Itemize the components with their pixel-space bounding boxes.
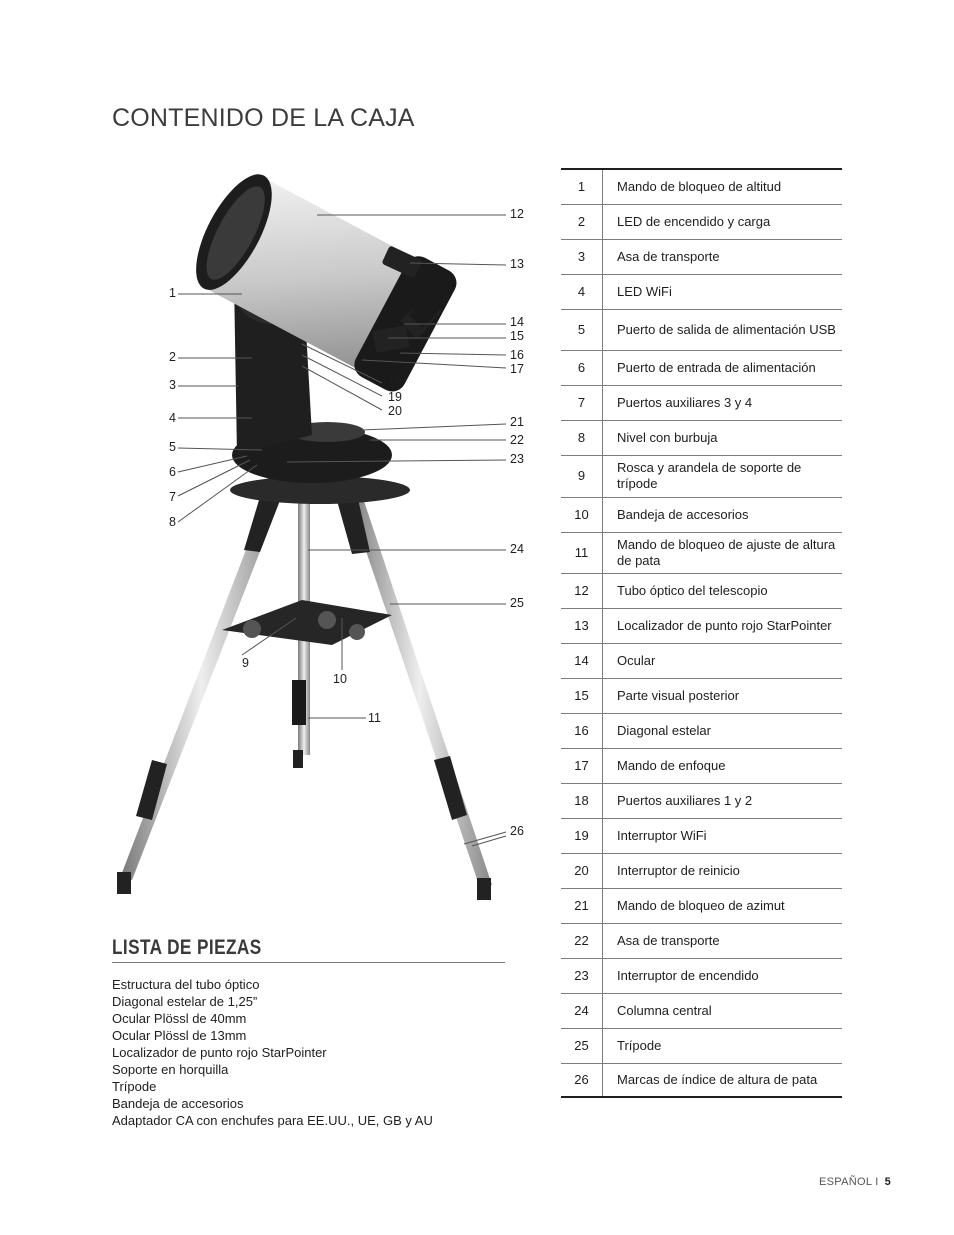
- table-row: [561, 350, 842, 385]
- part-number: 26: [561, 1063, 603, 1097]
- parts-list-item: Ocular Plössl de 13mm: [112, 1028, 247, 1043]
- table-row: [561, 958, 842, 993]
- callout-5: 5: [169, 440, 176, 454]
- part-number: 4: [561, 274, 603, 309]
- callout-20: 20: [388, 404, 402, 418]
- table-row: [561, 420, 842, 455]
- callout-16: 16: [510, 348, 524, 362]
- table-row: [561, 455, 842, 497]
- part-number: 6: [561, 350, 603, 385]
- table-row: [561, 573, 842, 608]
- part-number: 7: [561, 385, 603, 420]
- table-row: [561, 1063, 842, 1097]
- part-name: Mando de bloqueo de azimut: [603, 888, 843, 923]
- part-number: 14: [561, 643, 603, 678]
- table-row: [561, 532, 842, 573]
- callout-13: 13: [510, 257, 524, 271]
- table-row: [561, 748, 842, 783]
- table-row: [561, 993, 842, 1028]
- part-name: LED WiFi: [603, 274, 843, 309]
- parts-list: [112, 976, 433, 1129]
- parts-table: [561, 168, 842, 1098]
- table-row: [561, 1028, 842, 1063]
- part-name: Mando de bloqueo de ajuste de altura de pata: [603, 532, 843, 573]
- part-name: Localizador de punto rojo StarPointer: [603, 608, 843, 643]
- part-number: 16: [561, 713, 603, 748]
- table-row: [561, 309, 842, 350]
- callout-8: 8: [169, 515, 176, 529]
- part-name: Rosca y arandela de soporte de trípode: [603, 455, 843, 497]
- part-number: 3: [561, 239, 603, 274]
- part-number: 8: [561, 420, 603, 455]
- part-name: Ocular: [603, 643, 843, 678]
- part-name: Puertos auxiliares 3 y 4: [603, 385, 843, 420]
- part-name: Parte visual posterior: [603, 678, 843, 713]
- part-number: 10: [561, 497, 603, 532]
- part-number: 24: [561, 993, 603, 1028]
- page-footer: [819, 1176, 891, 1188]
- part-number: 5: [561, 309, 603, 350]
- part-name: Diagonal estelar: [603, 713, 843, 748]
- table-row: [561, 204, 842, 239]
- part-name: Puertos auxiliares 1 y 2: [603, 783, 843, 818]
- callout-21: 21: [510, 415, 524, 429]
- callout-9: 9: [242, 656, 249, 670]
- parts-list-item: Ocular Plössl de 40mm: [112, 1011, 247, 1026]
- callout-14: 14: [510, 315, 524, 329]
- footer-language: ESPAÑOL I: [819, 1176, 879, 1188]
- parts-list-item: Diagonal estelar de 1,25”: [112, 994, 258, 1009]
- callout-18: 18: [388, 376, 402, 390]
- callout-1: 1: [169, 286, 176, 300]
- part-number: 9: [561, 455, 603, 497]
- part-name: Tubo óptico del telescopio: [603, 573, 843, 608]
- table-row: [561, 713, 842, 748]
- part-name: Interruptor WiFi: [603, 818, 843, 853]
- callout-11: 11: [368, 711, 381, 725]
- callout-3: 3: [169, 378, 176, 392]
- callout-25: 25: [510, 596, 524, 610]
- table-row: [561, 239, 842, 274]
- parts-list-item: Bandeja de accesorios: [112, 1096, 244, 1111]
- parts-list-item: Soporte en horquilla: [112, 1062, 229, 1077]
- callout-26: 26: [510, 824, 524, 838]
- part-number: 20: [561, 853, 603, 888]
- parts-list-item: Adaptador CA con enchufes para EE.UU., UE, GB y AU: [112, 1113, 433, 1128]
- tripod-leg-right: [347, 495, 492, 888]
- part-number: 13: [561, 608, 603, 643]
- callout-10: 10: [333, 672, 347, 686]
- callout-7: 7: [169, 490, 176, 504]
- part-number: 21: [561, 888, 603, 923]
- callout-6: 6: [169, 465, 176, 479]
- part-number: 12: [561, 573, 603, 608]
- page-title: CONTENIDO DE LA CAJA: [112, 104, 415, 132]
- table-row: [561, 385, 842, 420]
- part-number: 15: [561, 678, 603, 713]
- part-number: 25: [561, 1028, 603, 1063]
- part-number: 17: [561, 748, 603, 783]
- part-name: Interruptor de reinicio: [603, 853, 843, 888]
- table-row: [561, 678, 842, 713]
- part-name: Nivel con burbuja: [603, 420, 843, 455]
- part-name: Mando de enfoque: [603, 748, 843, 783]
- table-row: [561, 923, 842, 958]
- optical-tube: [179, 161, 461, 397]
- part-name: Trípode: [603, 1028, 843, 1063]
- page-number: 5: [884, 1176, 891, 1188]
- table-row: [561, 888, 842, 923]
- part-number: 18: [561, 783, 603, 818]
- telescope-figure: [112, 160, 532, 905]
- table-row: [561, 608, 842, 643]
- callout-12: 12: [510, 207, 524, 221]
- table-row: [561, 643, 842, 678]
- part-name: Puerto de entrada de alimentación: [603, 350, 843, 385]
- part-number: 23: [561, 958, 603, 993]
- part-name: Interruptor de encendido: [603, 958, 843, 993]
- part-name: LED de encendido y carga: [603, 204, 843, 239]
- callout-15: 15: [510, 329, 524, 343]
- parts-list-item: Localizador de punto rojo StarPointer: [112, 1045, 327, 1060]
- part-name: Asa de transporte: [603, 923, 843, 958]
- tripod-leg-left: [120, 495, 282, 880]
- telescope-illustration: [112, 160, 532, 905]
- table-row: [561, 818, 842, 853]
- part-name: Columna central: [603, 993, 843, 1028]
- parts-list-item: Trípode: [112, 1079, 157, 1094]
- part-name: Marcas de índice de altura de pata: [617, 1071, 818, 1087]
- part-name: Puerto de salida de alimentación USB: [603, 309, 843, 350]
- table-row: [561, 169, 842, 204]
- part-number: 22: [561, 923, 603, 958]
- table-row: [561, 274, 842, 309]
- callout-17: 17: [510, 362, 524, 376]
- parts-list-heading-text: LISTA DE PIEZAS: [112, 936, 262, 959]
- part-number: 1: [561, 169, 603, 204]
- callout-2: 2: [169, 350, 176, 364]
- parts-list-item: Estructura del tubo óptico: [112, 977, 260, 992]
- table-row: [561, 783, 842, 818]
- callout-4: 4: [169, 411, 176, 425]
- part-name: Bandeja de accesorios: [603, 497, 843, 532]
- callout-23: 23: [510, 452, 524, 466]
- part-number: 11: [561, 532, 603, 573]
- callout-19: 19: [388, 390, 402, 404]
- part-number: 19: [561, 818, 603, 853]
- table-row: [561, 497, 842, 532]
- parts-list-heading: [112, 936, 505, 963]
- part-number: 2: [561, 204, 603, 239]
- callout-24: 24: [510, 542, 524, 556]
- callout-22: 22: [510, 433, 524, 447]
- table-row: [561, 853, 842, 888]
- part-name: Mando de bloqueo de altitud: [603, 169, 843, 204]
- part-name: Asa de transporte: [603, 239, 843, 274]
